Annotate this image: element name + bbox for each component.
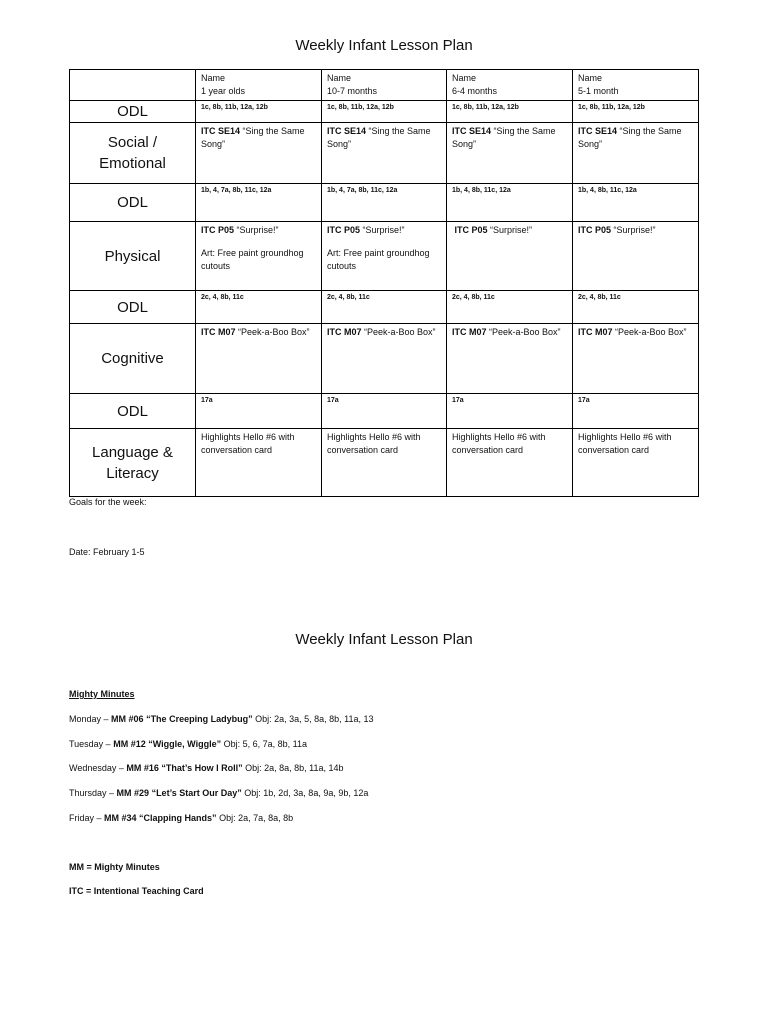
activity-cell: ITC SE14 “Sing the Same Song” bbox=[573, 123, 699, 184]
page-title: Weekly Infant Lesson Plan bbox=[295, 37, 473, 54]
row-label: Language & Literacy bbox=[70, 429, 196, 497]
odl-row bbox=[70, 101, 699, 123]
activity-cell: ITC M07 “Peek-a-Boo Box” bbox=[447, 324, 573, 394]
odl-cell: 2c, 4, 8b, 11c bbox=[196, 291, 322, 324]
schedule-line: Tuesday – MM #12 “Wiggle, Wiggle” Obj: 5, 6, 7a, 8b, 11a bbox=[69, 739, 307, 749]
odl-cell: 1b, 4, 7a, 8b, 11c, 12a bbox=[322, 184, 447, 222]
corner-cell bbox=[70, 70, 196, 101]
row-label: ODL bbox=[70, 394, 196, 429]
odl-cell: 1b, 4, 8b, 11c, 12a bbox=[573, 184, 699, 222]
cognitive-row bbox=[70, 324, 699, 394]
date-label: Date: February 1-5 bbox=[69, 547, 145, 557]
legend-item: ITC = Intentional Teaching Card bbox=[69, 886, 204, 896]
schedule-line: Monday – MM #06 “The Creeping Ladybug” Obj: 2a, 3a, 5, 8a, 8b, 11a, 13 bbox=[69, 714, 374, 724]
odl-row bbox=[70, 394, 699, 429]
activity-cell: ITC M07 “Peek-a-Boo Box” bbox=[573, 324, 699, 394]
row-label: ODL bbox=[70, 184, 196, 222]
row-label: ODL bbox=[70, 101, 196, 123]
odl-cell: 1c, 8b, 11b, 12a, 12b bbox=[322, 101, 447, 123]
activity-cell: ITC P05 “Surprise!” Art: Free paint groundhog cutouts bbox=[196, 222, 322, 291]
schedule-line: Friday – MM #34 “Clapping Hands” Obj: 2a, 7a, 8a, 8b bbox=[69, 813, 294, 823]
lesson-plan-table bbox=[69, 69, 699, 497]
activity-cell: Highlights Hello #6 with conversation card bbox=[573, 429, 699, 497]
odl-cell: 1b, 4, 8b, 11c, 12a bbox=[447, 184, 573, 222]
odl-cell: 2c, 4, 8b, 11c bbox=[447, 291, 573, 324]
odl-cell: 17a bbox=[573, 394, 699, 429]
legend-item: MM = Mighty Minutes bbox=[69, 862, 160, 872]
mighty-minutes-heading: Mighty Minutes bbox=[69, 689, 135, 699]
odl-cell: 2c, 4, 8b, 11c bbox=[322, 291, 447, 324]
activity-cell: Highlights Hello #6 with conversation card bbox=[447, 429, 573, 497]
activity-cell: ITC M07 “Peek-a-Boo Box” bbox=[196, 324, 322, 394]
schedule-line: Thursday – MM #29 “Let’s Start Our Day” Obj: 1b, 2d, 3a, 8a, 9a, 9b, 12a bbox=[69, 788, 369, 798]
odl-cell: 1c, 8b, 11b, 12a, 12b bbox=[573, 101, 699, 123]
odl-cell: 1c, 8b, 11b, 12a, 12b bbox=[196, 101, 322, 123]
odl-cell: 2c, 4, 8b, 11c bbox=[573, 291, 699, 324]
odl-row bbox=[70, 291, 699, 324]
odl-cell: 17a bbox=[322, 394, 447, 429]
row-label: Social / Emotional bbox=[70, 123, 196, 184]
header-row bbox=[70, 70, 699, 101]
language-literacy-row bbox=[70, 429, 699, 497]
odl-row bbox=[70, 184, 699, 222]
activity-cell: ITC M07 “Peek-a-Boo Box” bbox=[322, 324, 447, 394]
activity-cell: Highlights Hello #6 with conversation card bbox=[322, 429, 447, 497]
activity-cell: ITC P05 “Surprise!” bbox=[573, 222, 699, 291]
column-header: Name 1 year olds bbox=[196, 70, 322, 101]
page-title-2: Weekly Infant Lesson Plan bbox=[295, 631, 473, 648]
social-emotional-row bbox=[70, 123, 699, 184]
odl-cell: 17a bbox=[447, 394, 573, 429]
odl-cell: 1c, 8b, 11b, 12a, 12b bbox=[447, 101, 573, 123]
activity-cell: ITC P05 “Surprise!” Art: Free paint groundhog cutouts bbox=[322, 222, 447, 291]
odl-cell: 17a bbox=[196, 394, 322, 429]
activity-cell: ITC SE14 “Sing the Same Song” bbox=[322, 123, 447, 184]
row-label: Physical bbox=[70, 222, 196, 291]
activity-cell: Highlights Hello #6 with conversation card bbox=[196, 429, 322, 497]
schedule-line: Wednesday – MM #16 “That’s How I Roll” Obj: 2a, 8a, 8b, 11a, 14b bbox=[69, 763, 344, 773]
column-header: Name 5-1 month bbox=[573, 70, 699, 101]
activity-cell: ITC SE14 “Sing the Same Song” bbox=[447, 123, 573, 184]
row-label: ODL bbox=[70, 291, 196, 324]
odl-cell: 1b, 4, 7a, 8b, 11c, 12a bbox=[196, 184, 322, 222]
row-label: Cognitive bbox=[70, 324, 196, 394]
activity-cell: ITC SE14 “Sing the Same Song” bbox=[196, 123, 322, 184]
goals-label: Goals for the week: bbox=[69, 497, 147, 507]
column-header: Name 6-4 months bbox=[447, 70, 573, 101]
column-header: Name 10-7 months bbox=[322, 70, 447, 101]
physical-row bbox=[70, 222, 699, 291]
activity-cell: ITC P05 “Surprise!” bbox=[447, 222, 573, 291]
